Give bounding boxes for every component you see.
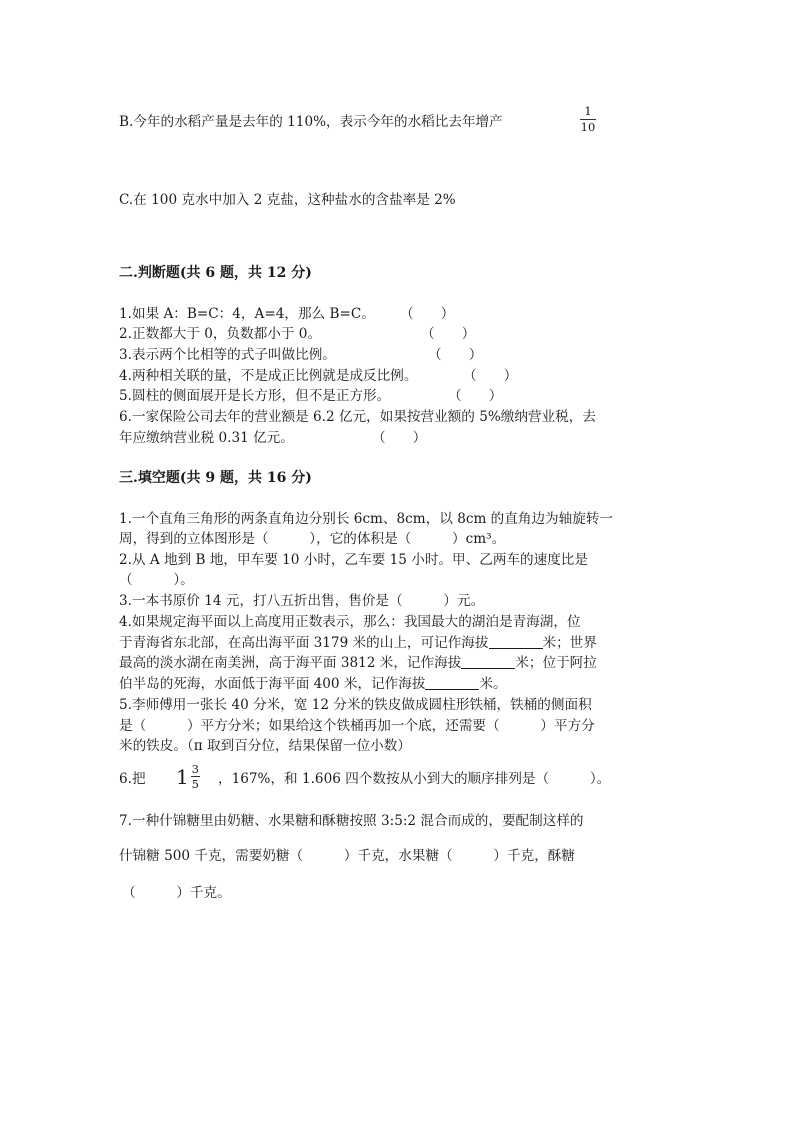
- fill-q4-line4: [119, 674, 507, 694]
- fill-q3: 3.一本书原价 14 元，打八五折出售，售价是（ ）元。: [119, 593, 485, 609]
- judge-q3-answer-paren[interactable]: （ ）: [428, 347, 483, 363]
- judge-q5-text: 5.圆柱的侧面展开是长方形，但不是正方形。: [119, 388, 391, 404]
- judge-q4-answer-paren[interactable]: （ ）: [463, 368, 518, 384]
- fill-q7-line1: 7.一种什锦糖里由奶糖、水果糖和酥糖按照 3:5:2 混合而成的，要配制这样的: [119, 813, 584, 829]
- fraction-numerator: 1: [584, 104, 592, 118]
- fill-q4-line2-tail: 米；世界: [542, 635, 597, 651]
- mixed-fraction: [191, 763, 200, 790]
- fraction-one-tenth: [580, 105, 596, 134]
- fill-q6-text: ，167%，和 1.606 四个数按从小到大的顺序排列是（ ）。: [218, 771, 611, 787]
- judge-q3-text: 3.表示两个比相等的式子叫做比例。: [119, 347, 336, 363]
- fill-q4-line4-text: 伯半岛的死海，水面低于海平面 400 米，记作海拔: [119, 676, 426, 692]
- option-c: [119, 190, 456, 210]
- fill-q4-line3-text: 最高的淡水湖在南美洲，高于海平面 3812 米，记作海拔: [119, 655, 462, 671]
- option-c-text: C.在 100 克水中加入 2 克盐，这种盐水的含盐率是 2%: [119, 192, 456, 208]
- judge-q2-text: 2.正数都大于 0，负数都小于 0。: [119, 326, 322, 342]
- judge-q1-text: 1.如果 A：B=C：4，A=4，那么 B=C。: [119, 306, 375, 322]
- fill-q5-line3: 米的铁皮。（π 取到百分位，结果保留一位小数）: [119, 738, 411, 754]
- judge-q2: [119, 324, 321, 344]
- fill-q1-line1: 1.一个直角三角形的两条直角边分别长 6cm、8cm，以 8cm 的直角边为轴旋转一: [119, 511, 614, 527]
- mixed-whole: 1: [176, 764, 189, 789]
- fill-q2-line1: 2.从 A 地到 B 地，甲车要 10 小时，乙车要 15 小时。甲、乙两车的速度比是: [119, 552, 588, 568]
- section-3-title: 三.填空题(共 9 题，共 16 分): [119, 470, 312, 486]
- judge-q6-line2: 年应缴纳营业税 0.31 亿元。: [119, 430, 294, 446]
- fill-q4-line2-text: 于青海省东北部，在高出海平面 3179 米的山上，可记作海拔: [119, 635, 489, 651]
- section-2-title: 二.判断题(共 6 题，共 12 分): [119, 265, 312, 281]
- judge-q4-text: 4.两种相关联的量，不是成正比例就是成反比例。: [119, 368, 418, 384]
- mixed-denominator: 5: [191, 777, 199, 791]
- judge-q6-line1: 6.一家保险公司去年的营业额是 6.2 亿元，如果按营业额的 5%缴纳营业税，去: [119, 409, 596, 425]
- option-b: [119, 112, 503, 132]
- fill-q4-line2: [119, 633, 597, 653]
- fill-q4-line1: 4.如果规定海平面以上高度用正数表示，那么：我国最大的湖泊是青海湖，位: [119, 614, 581, 630]
- option-b-text: B.今年的水稻产量是去年的 110%，表示今年的水稻比去年增产: [119, 114, 503, 130]
- fill-q5-line1: 5.李师傅用一张长 40 分米，宽 12 分米的铁皮做成圆柱形铁桶，铁桶的侧面积: [119, 697, 592, 713]
- judge-q6-answer-paren[interactable]: （ ）: [372, 430, 427, 446]
- judge-q4: [119, 366, 417, 386]
- answer-blank[interactable]: [489, 634, 543, 649]
- fill-q4-line4-tail: 米。: [479, 676, 507, 692]
- judge-q5-answer-paren[interactable]: （ ）: [448, 388, 503, 404]
- answer-blank[interactable]: [461, 654, 515, 669]
- judge-q5: [119, 386, 390, 406]
- mixed-numerator: 3: [191, 762, 199, 776]
- fill-q4-line3: [119, 653, 597, 673]
- judge-q1: [119, 304, 375, 324]
- fill-q2-line2: （ ）。: [119, 572, 194, 588]
- answer-blank[interactable]: [425, 675, 479, 690]
- fill-q7-line2: 什锦糖 500 千克，需要奶糖（ ）千克，水果糖（ ）千克，酥糖: [119, 848, 575, 864]
- judge-q2-answer-paren[interactable]: （ ）: [421, 326, 476, 342]
- fill-q4-line3-tail: 米；位于阿拉: [515, 655, 597, 671]
- fill-q5-line2: 是（ ）平方分米；如果给这个铁桶再加一个底，还需要（ ）平方分: [119, 718, 595, 734]
- judge-q3: [119, 345, 336, 365]
- fill-q7-line3: （ ）千克。: [122, 885, 231, 901]
- fill-q1-line2: 周，得到的立体图形是（ ），它的体积是（ ）cm³。: [119, 531, 506, 547]
- judge-q1-answer-paren[interactable]: （ ）: [400, 306, 455, 322]
- fill-q6-prefix: 6.把: [119, 771, 146, 787]
- fraction-denominator: 10: [580, 120, 596, 134]
- mixed-number: [176, 763, 200, 790]
